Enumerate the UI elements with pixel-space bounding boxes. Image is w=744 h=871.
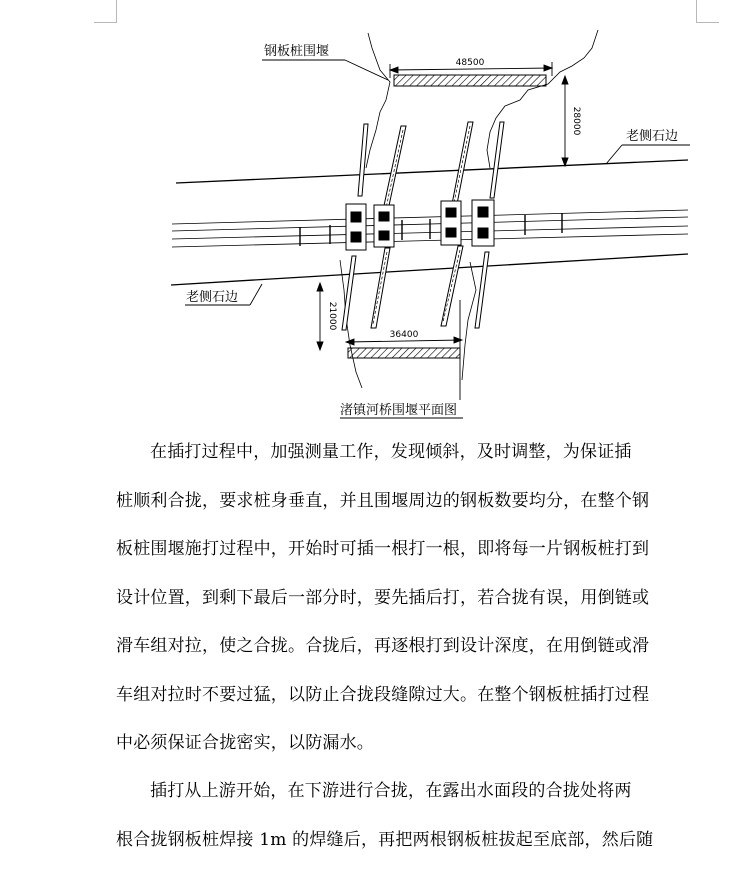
pile-row-6 [490, 122, 504, 198]
label-cofferdam: 钢板桩围堰 [264, 44, 330, 59]
dimension-top-height-text: 28000 [571, 106, 581, 136]
pier-2 [374, 205, 394, 247]
cofferdam-plan-drawing [0, 0, 744, 430]
curb-line-top [176, 160, 688, 183]
label-curb-bottom: 老侧石边 [186, 290, 239, 305]
paragraph-1 [116, 428, 696, 768]
paragraph-line: 车组对拉时不要过猛，以防止合拢段缝隙过大。在整个钢板桩插打过程 [116, 684, 650, 705]
dimension-bottom-height-text: 21000 [327, 301, 337, 331]
leader-cofferdam [262, 60, 388, 80]
bank-right-top [487, 30, 598, 168]
pile-row-8 [475, 252, 489, 328]
road-markers [300, 213, 562, 246]
paragraph-line: 中必须保证合拢密实，以防漏水。 [116, 733, 374, 753]
drawing-caption: 渚镇河桥围堰平面图 [340, 403, 458, 418]
pier-details [346, 200, 494, 250]
cofferdam-wall-bottom [348, 348, 460, 358]
bank-right-bottom [462, 262, 476, 380]
cofferdam-wall-top [394, 75, 546, 86]
paragraph-line: 在插打过程中，加强测量工作，发现倾斜，及时调整，为保证插 [150, 442, 632, 462]
paragraph-line: 滑车组对拉，使之合拢。合拢后，再逐根打到设计深度，在用倒链或滑 [116, 636, 650, 656]
curb-line-bottom [171, 254, 688, 285]
paragraph-line: 根合拢钢板桩焊接 1m 的焊缝后，再把两根钢板桩拔起至底部，然后随 [116, 829, 654, 850]
dimension-bottom-height [317, 283, 337, 350]
paragraph-2 [116, 767, 696, 864]
bank-left-top [366, 33, 390, 168]
label-curb-top: 老侧石边 [626, 129, 679, 144]
dimension-bottom-width-text: 36400 [389, 330, 419, 340]
paragraph-line: 桩顺利合拢，要求桩身垂直，并且围堰周边的钢板数要均分，在整个钢 [116, 490, 650, 511]
dimension-top-width-text: 48500 [455, 58, 485, 68]
paragraph-line: 插打从上游开始，在下游进行合拢，在露出水面段的合拢处将两 [150, 781, 632, 801]
paragraph-line: 板桩围堰施打过程中，开始时可插一根打一根，即将每一片钢板桩打到 [116, 539, 650, 559]
dimension-top-height [562, 76, 581, 166]
pier-1 [346, 204, 366, 250]
paragraph-line: 设计位置，到剩下最后一部分时，要先插后打，若合拢有误，用倒链或 [116, 587, 650, 608]
dimension-bottom-width [346, 330, 462, 345]
pile-row-3 [371, 248, 390, 328]
pile-row-5 [358, 124, 368, 196]
